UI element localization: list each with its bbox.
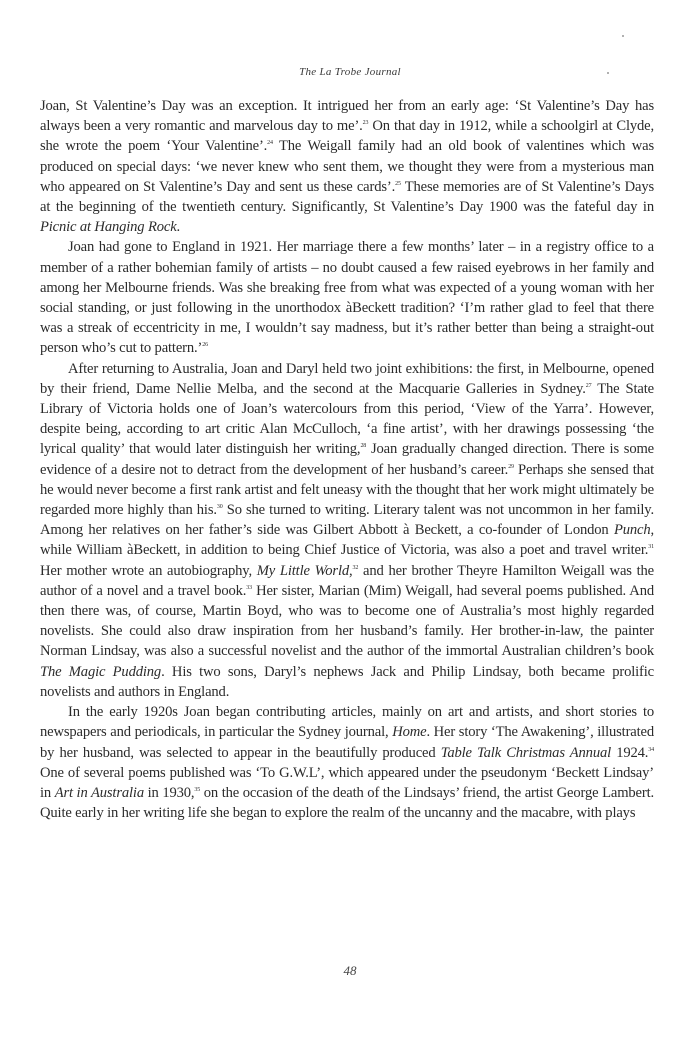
paragraph: [40, 96, 654, 237]
text-run: 1924.: [611, 744, 649, 761]
text-run: . Her story ‘The Awakening’, illustrated by her husband, was selected to appear in the beautifully produced: [40, 724, 654, 761]
text-run: Perhaps she sensed that he would never become a first rank artist and felt uneasy with the thought that her work might ultimately be regarded more highly than his.: [40, 461, 654, 519]
text-run: The State Library of Victoria holds one of Joan’s watercolours from this period, ‘View of the Yarra’. However, despite being, according to art critic Alan McCulloch, ‘a fine artist’, with her drawings possessing ‘the lyrical quality’ that would later distinguish her writing,: [40, 380, 654, 458]
italic-title: Home: [392, 724, 427, 741]
text-run: Her mother wrote an autobiography,: [40, 562, 257, 579]
text-run: So she turned to writing. Literary talent was not uncommon in her family. Among her relatives on her father’s side was Gilbert Abbott à Beckett, a co-founder of London: [40, 502, 654, 539]
italic-title: My Little World: [256, 562, 350, 579]
italic-title: Picnic at Hanging Rock: [40, 219, 177, 236]
article-body: [40, 96, 654, 823]
footnote-ref: 26: [202, 342, 208, 349]
text-run: In the early 1920s Joan began contributing articles, mainly on art and artists, and short stories to newspapers and periodicals, in particular the Sydney journal,: [40, 704, 654, 741]
italic-title: Punch: [613, 522, 651, 539]
text-run: on the occasion of the death of the Lindsays’ friend, the artist George Lambert. Quite early in her writing life she began to explore the realm of the uncanny and the macabre, with plays: [40, 784, 654, 822]
scan-speck: [607, 72, 609, 74]
text-run: and her brother Theyre Hamilton Weigall was the author of a novel and a travel book.: [40, 562, 654, 599]
italic-title: Art in Australia: [54, 784, 144, 801]
text-run: One of several poems published was ‘To G.W.L’, which appeared under the pseudonym ‘Beckett Lindsay’ in: [40, 764, 654, 801]
text-run: in 1930,: [143, 784, 195, 801]
running-header: The La Trobe Journal: [299, 66, 401, 78]
paragraph: [40, 359, 654, 702]
footnote-ref: 35: [194, 786, 201, 793]
text-run: ,: [349, 562, 353, 579]
paragraph: [40, 237, 654, 358]
footnote-ref: 24: [267, 140, 273, 147]
footnote-ref: 33: [246, 584, 252, 591]
text-run: On that day in 1912, while a schoolgirl at Clyde, she wrote the poem ‘Your Valentine’.: [40, 118, 654, 155]
footnote-ref: 27: [585, 382, 592, 389]
text-run: , while William àBeckett, in addition to being Chief Justice of Victoria, was also a poet and travel writer.: [40, 522, 654, 559]
text-run: Joan had gone to England in 1921. Her marriage there a few months’ later – in a registry office to a member of a rather bohemian family of artists – no doubt caused a few raised eyebrows in her family and among her Melbourne friends. Was she breaking free from what was expected of a young woman with her social standing, or just following in the unorthodox àBeckett tradition? ‘I’m rather glad to feel that there was a streak of eccentricity in me, I wouldn’t say madness, but it’s rather better than being a straight-out person who’s cut to pattern.’: [40, 239, 654, 357]
footnote-ref: 28: [360, 443, 367, 450]
text-run: Joan gradually changed direction. There is some evidence of a desire not to detract from the development of her husband’s career.: [40, 441, 654, 478]
text-run: The Weigall family had an old book of valentines which was produced on special days: ‘we never knew who sent them, we thought they were from a mysterious man who appeared on St Valentine’s Day and sent us these cards’.: [40, 138, 654, 195]
italic-title: The Magic Pudding: [40, 663, 162, 680]
text-run: These memories are of St Valentine’s Days at the beginning of the twentieth century. Significantly, St Valentine’s Day 1900 was the fateful day in: [40, 178, 654, 216]
text-run: Her sister, Marian (Mim) Weigall, had several poems published. And then there was, of course, Martin Boyd, who was to become one of Australia’s most highly regarded novelists. She could also draw inspiration from her husband’s family. Her brother-in-law, the painter Norman Lindsay, was also a successful novelist and the author of the immortal Australian children’s book: [40, 582, 654, 660]
page-number: 48: [343, 963, 357, 978]
footnote-ref: 29: [508, 463, 514, 470]
text-run: . His two sons, Daryl’s nephews Jack and Philip Lindsay, both became prolific novelists and authors in England.: [40, 663, 654, 700]
footnote-ref: 25: [395, 180, 401, 187]
text-run: Joan, St Valentine’s Day was an exception. It intrigued her from an early age: ‘St Valentine’s Day has always been a very romantic and marvelous day to me’.: [40, 98, 654, 135]
footnote-ref: 34: [648, 746, 654, 753]
footnote-ref: 32: [352, 564, 359, 571]
text-run: After returning to Australia, Joan and Daryl held two joint exhibitions: the first, in Melbourne, opened by their friend, Dame Nellie Melba, and the second at the Macquarie Galleries in Sydney.: [40, 360, 654, 397]
text-run: .: [176, 219, 181, 236]
footnote-ref: 31: [648, 544, 654, 551]
italic-title: Table Talk Christmas Annual: [440, 744, 612, 761]
paragraph: [40, 702, 654, 823]
footnote-ref: 23: [362, 120, 369, 127]
footnote-ref: 30: [216, 504, 223, 511]
scan-speck: [622, 35, 624, 37]
